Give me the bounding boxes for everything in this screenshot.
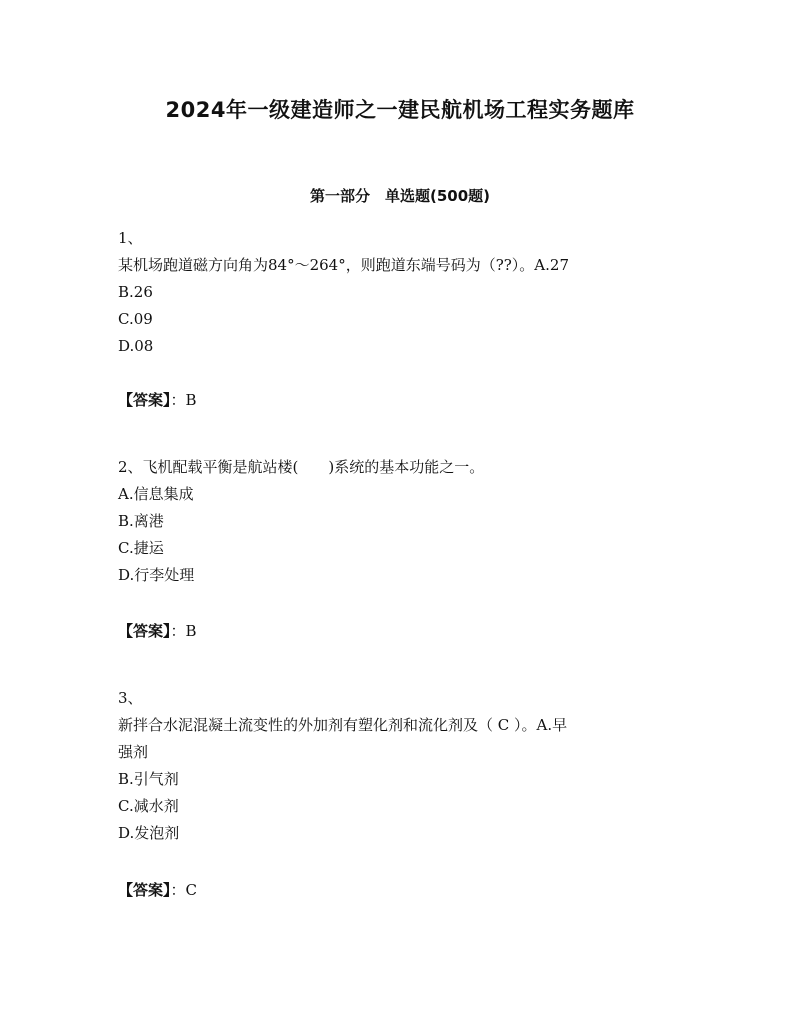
answer-value: B (185, 622, 197, 640)
question-1-answer (118, 390, 197, 410)
question-1-option-b: B.26 (118, 283, 153, 301)
question-3-stem-line2: 强剂 (118, 743, 149, 761)
answer-separator: ： (170, 391, 186, 409)
answer-label: 【答案】 (118, 881, 171, 899)
answer-label: 【答案】 (118, 391, 171, 409)
question-3-answer (118, 880, 197, 900)
question-1-stem: 某机场跑道磁方向角为84°～264°，则跑道东端号码为（??）。A.27 (118, 256, 569, 274)
answer-separator: ： (170, 881, 186, 899)
question-2-option-d: D.行李处理 (118, 566, 195, 584)
question-3-number: 3、 (118, 689, 143, 707)
question-2-option-a: A.信息集成 (118, 485, 194, 503)
question-1-option-d: D.08 (118, 337, 154, 355)
question-1-number: 1、 (118, 229, 143, 247)
answer-label: 【答案】 (118, 622, 171, 640)
question-2-stem: 2、飞机配载平衡是航站楼( )系统的基本功能之一。 (118, 458, 485, 476)
document-title: 2024年一级建造师之一建民航机场工程实务题库 (165, 98, 635, 122)
question-2-option-c: C.捷运 (118, 539, 164, 557)
question-3-option-c: C.减水剂 (118, 797, 179, 815)
section-title: 第一部分 单选题(500题) (309, 187, 491, 205)
question-3-option-b: B.引气剂 (118, 770, 179, 788)
answer-value: C (185, 881, 198, 899)
answer-value: B (185, 391, 197, 409)
question-1-option-c: C.09 (118, 310, 153, 328)
answer-separator: ： (170, 622, 186, 640)
question-3-stem-line1: 新拌合水泥混凝土流变性的外加剂有塑化剂和流化剂及（ C ）。A.早 (118, 716, 568, 734)
question-2-option-b: B.离港 (118, 512, 164, 530)
question-2-answer (118, 621, 197, 641)
question-3-option-d: D.发泡剂 (118, 824, 180, 842)
